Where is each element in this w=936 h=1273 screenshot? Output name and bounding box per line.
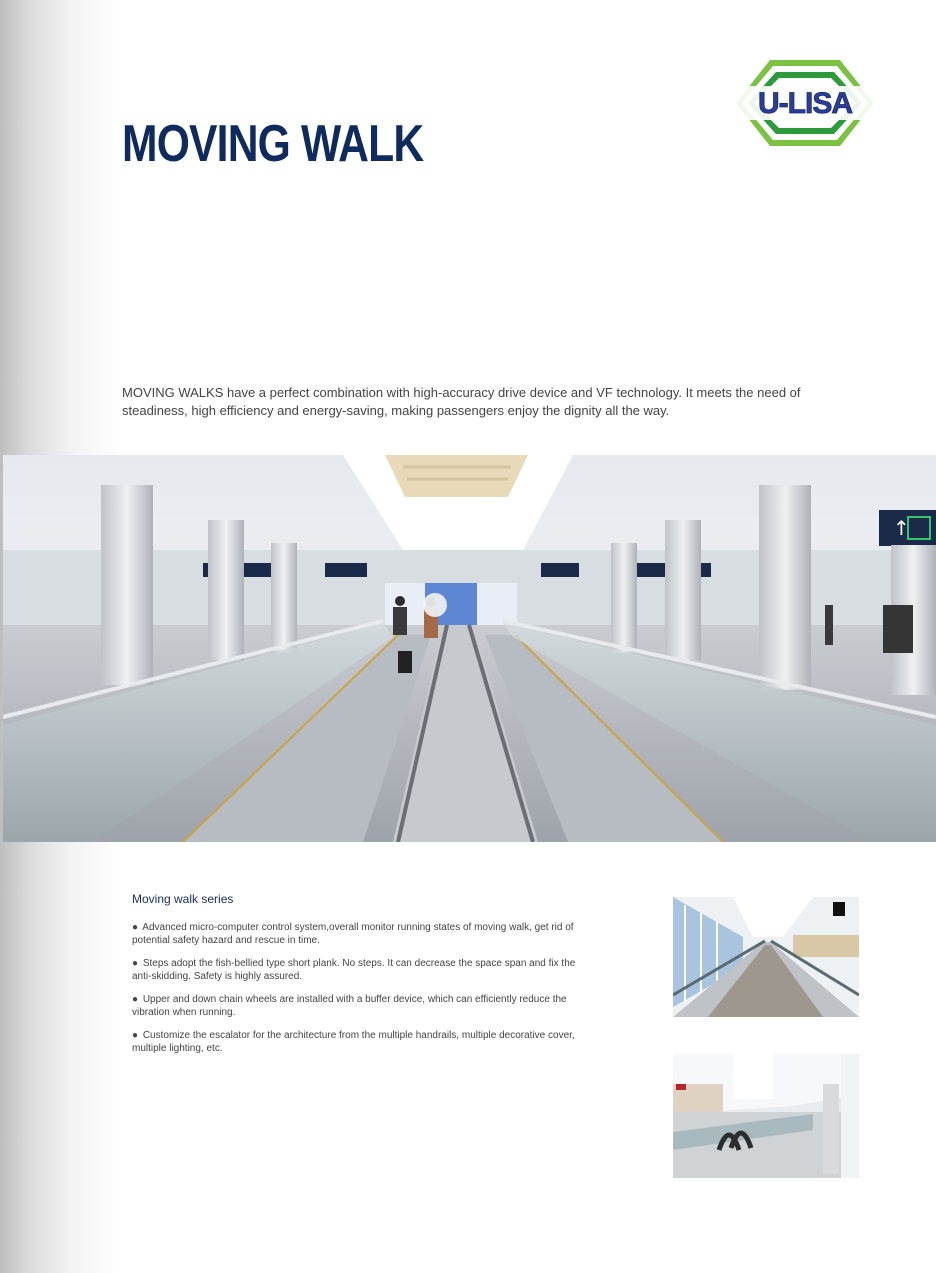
feature-list [132, 921, 584, 1065]
bullet-icon: ● [132, 994, 139, 1005]
svg-text:U-LISA: U-LISA [758, 87, 852, 120]
feature-text: Upper and down chain wheels are installed with a buffer device, which can efficiently reduce the vibration when running. [132, 994, 567, 1018]
list-item [132, 1029, 584, 1055]
bullet-icon: ● [132, 958, 139, 969]
svg-text:↑: ↑ [893, 516, 910, 540]
series-heading: Moving walk series [132, 892, 234, 906]
bullet-icon: ● [132, 922, 139, 933]
list-item [132, 957, 584, 983]
moving-walk-photo-2 [673, 1054, 859, 1178]
moving-walk-photo-1 [673, 897, 859, 1017]
list-item [132, 921, 584, 947]
page-title: MOVING WALK [122, 115, 424, 173]
moving-walk-hero-photo [3, 455, 936, 842]
feature-text: Advanced micro-computer control system,overall monitor running states of moving walk, get rid of potential safety hazard and rescue in time. [132, 922, 574, 946]
bullet-icon: ● [132, 1030, 139, 1041]
feature-text: Customize the escalator for the architecture from the multiple handrails, multiple decorative cover, multiple lighting, etc. [132, 1030, 575, 1054]
u-lisa-logo [732, 56, 878, 150]
feature-text: Steps adopt the fish-bellied type short plank. No steps. It can decrease the space span and fix the anti-skidding. Safety is highly assured. [132, 958, 576, 982]
intro-paragraph: MOVING WALKS have a perfect combination with high-accuracy drive device and VF technology. It meets the need of steadiness, high efficiency and energy-saving, making passengers enjoy the dignity all the way. [122, 385, 801, 418]
list-item [132, 993, 584, 1019]
